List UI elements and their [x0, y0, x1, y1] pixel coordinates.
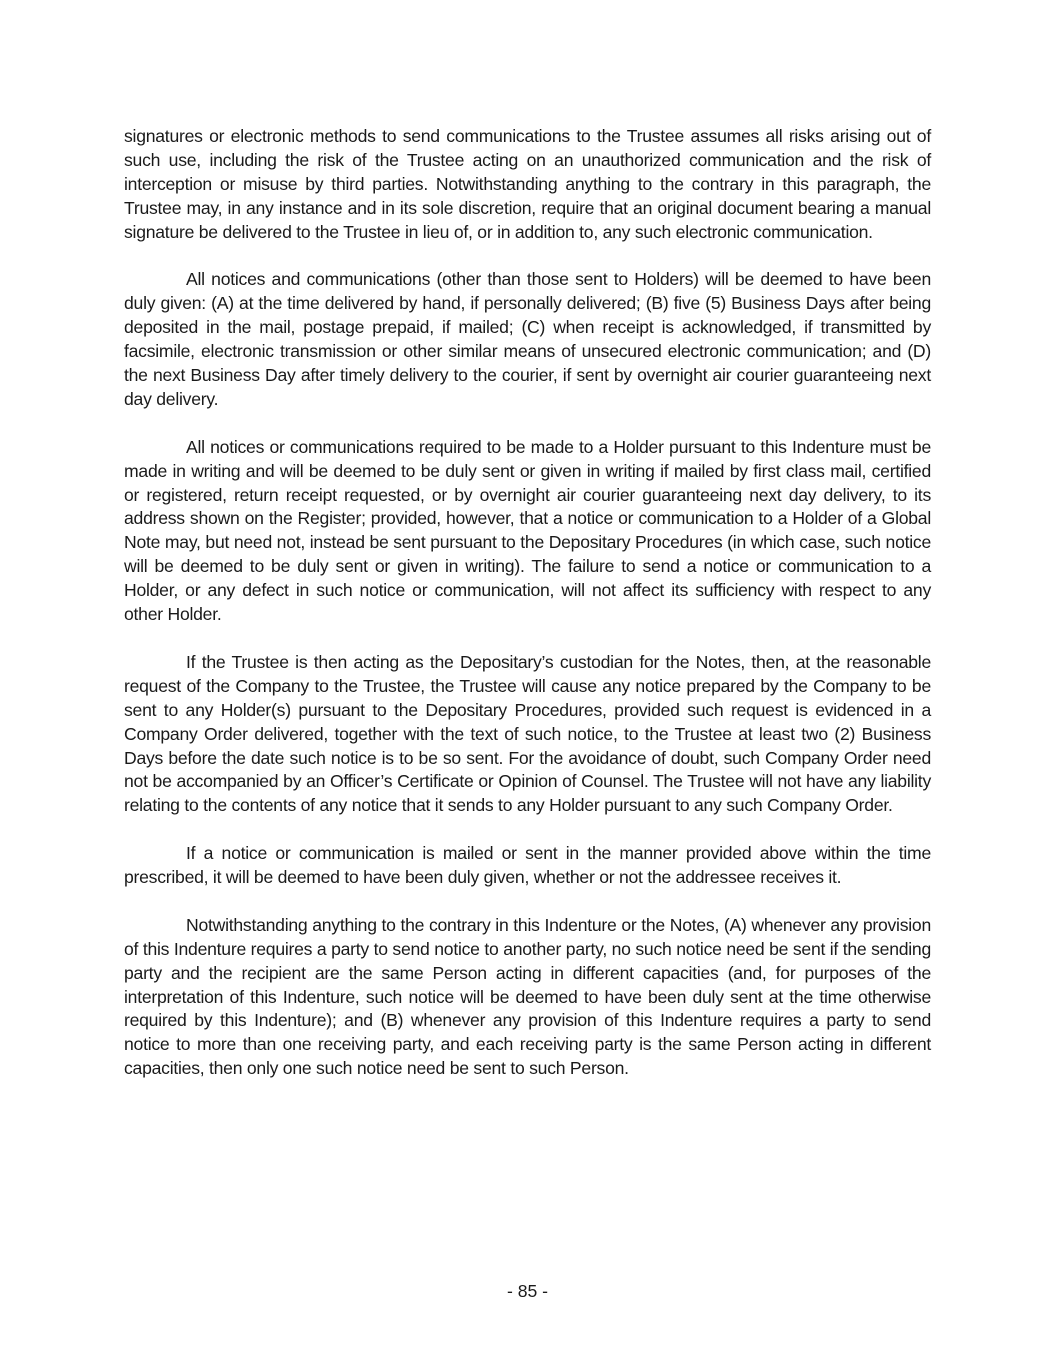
page-number: - 85 -: [506, 1281, 549, 1301]
document-body: [124, 125, 931, 1105]
paragraph-depositary-custodian: If the Trustee is then acting as the Depositary’s custodian for the Notes, then, at the reasonable request of the Company to the Trustee, the Trustee will cause any notice prepared by the Company to be sent to any Holder(s) pursuant to the Depositary Procedures, provided such request is evidenced in a Company Order delivered, together with the text of such notice, to the Trustee at least two (2) Business Days before the date such notice is to be so sent. For the avoidance of doubt, such Company Order need not be accompanied by an Officer’s Certificate or Opinion of Counsel. The Trustee will not have any liability relating to the contents of any notice that it sends to any Holder pursuant to any such Company Order.: [124, 651, 931, 816]
paragraph-continued-electronic-communications: signatures or electronic methods to send communications to the Trustee assumes all risks arising out of such use, including the risk of the Trustee acting on an unauthorized communication and the risk of interception or misuse by third parties. Notwithstanding anything to the contrary in this paragraph, the Trustee may, in any instance and in its sole discretion, require that an original document bearing a manual signature be delivered to the Trustee in lieu of, or in addition to, any such electronic communication.: [124, 126, 931, 242]
paragraph-notices-to-holders: All notices or communications required to be made to a Holder pursuant to this Indenture must be made in writing and will be deemed to be duly sent or given in writing if mailed by first class mail, certified or registered, return receipt requested, or by overnight air courier guaranteeing next day delivery, to its address shown on the Register; provided, however, that a notice or communication to a Holder of a Global Note may, but need not, instead be sent pursuant to the Depositary Procedures (in which case, such notice will be deemed to be duly sent or given in writing). The failure to send a notice or communication to a Holder, or any defect in such notice or communication, will not affect its sufficiency with respect to any other Holder.: [124, 436, 931, 625]
paragraph-notices-deemed-given: All notices and communications (other than those sent to Holders) will be deemed to have been duly given: (A) at the time delivered by hand, if personally delivered; (B) five (5) Business Days after being deposited in the mail, postage prepaid, if mailed; (C) when receipt is acknowledged, if transmitted by facsimile, electronic transmission or other similar means of unsecured electronic communication; and (D) the next Business Day after timely delivery to the courier, if sent by overnight air courier guaranteeing next day delivery.: [124, 269, 931, 409]
paragraph-same-person-notice: Notwithstanding anything to the contrary in this Indenture or the Notes, (A) whenever any provision of this Indenture requires a party to send notice to another party, no such notice need be sent if the sending party and the recipient are the same Person acting in different capacities (and, for purposes of the interpretation of this Indenture, such notice will be deemed to have been duly sent at the time otherwise required by this Indenture); and (B) whenever any provision of this Indenture requires a party to send notice to more than one receiving party, and each receiving party is the same Person acting in different capacities, then only one such notice need be sent to such Person.: [124, 914, 931, 1079]
paragraph-mailed-within-time: If a notice or communication is mailed or sent in the manner provided above within the time prescribed, it will be deemed to have been duly given, whether or not the addressee receives it.: [124, 843, 931, 888]
